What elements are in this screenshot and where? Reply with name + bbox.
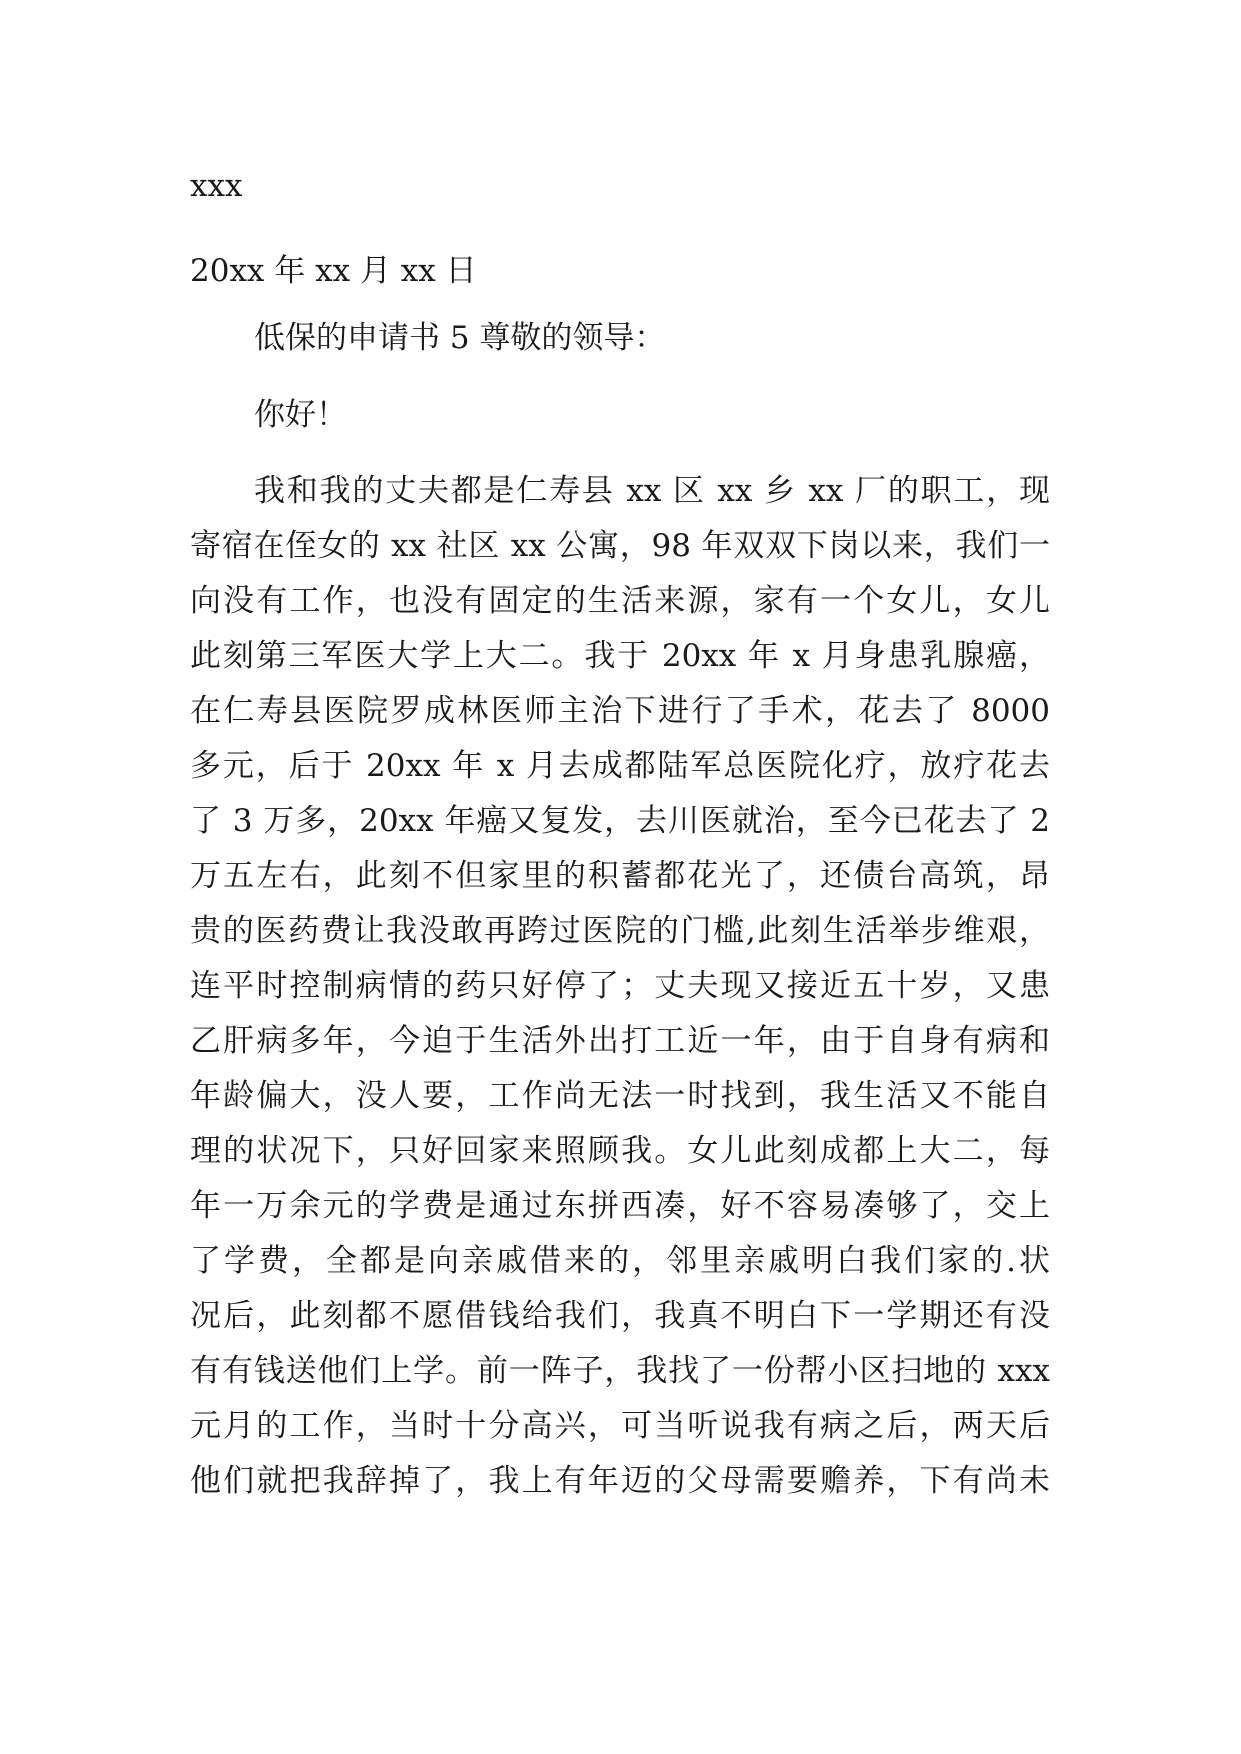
body-line: 连平时控制病情的药只好停了；丈夫现又接近五十岁，又患	[190, 968, 1050, 1004]
letter-subject: 低保的申请书 5 尊敬的领导：	[254, 320, 666, 356]
body-line: 况后，此刻都不愿借钱给我们，我真不明白下一学期还有没	[190, 1298, 1050, 1334]
body-line: 元月的工作，当时十分高兴，可当听说我有病之后，两天后	[190, 1408, 1050, 1444]
body-line: 万五左右，此刻不但家里的积蓄都花光了，还债台高筑，昂	[190, 858, 1050, 894]
body-line: 我和我的丈夫都是仁寿县 xx 区 xx 乡 xx 厂的职工，现	[254, 473, 1050, 509]
body-line: 年一万余元的学费是通过东拼西凑，好不容易凑够了，交上	[190, 1188, 1050, 1224]
letter-date: 20xx 年 xx 月 xx 日	[190, 253, 477, 289]
body-line: 贵的医药费让我没敢再跨过医院的门槛,此刻生活举步维艰，	[190, 913, 1050, 949]
body-line: 寄宿在侄女的 xx 社区 xx 公寓，98 年双双下岗以来，我们一	[190, 528, 1050, 564]
body-line: 多元，后于 20xx 年 x 月去成都陆军总医院化疗，放疗花去	[190, 748, 1050, 784]
body-line: 他们就把我辞掉了，我上有年迈的父母需要赡养，下有尚未	[190, 1463, 1050, 1499]
body-line: 在仁寿县医院罗成林医师主治下进行了手术，花去了 8000	[190, 693, 1050, 729]
body-line: 了学费，全都是向亲戚借来的，邻里亲戚明白我们家的.状	[190, 1243, 1050, 1279]
body-line: 了 3 万多，20xx 年癌又复发，去川医就治，至今已花去了 2	[190, 803, 1050, 839]
body-line: 有有钱送他们上学。前一阵子，我找了一份帮小区扫地的 xxx	[190, 1353, 1050, 1389]
body-line: 向没有工作，也没有固定的生活来源，家有一个女儿，女儿	[190, 583, 1050, 619]
signature-name: xxx	[190, 168, 243, 204]
body-line: 年龄偏大，没人要，工作尚无法一时找到，我生活又不能自	[190, 1078, 1050, 1114]
body-line: 理的状况下，只好回家来照顾我。女儿此刻成都上大二，每	[190, 1133, 1050, 1169]
body-line: 乙肝病多年，今迫于生活外出打工近一年，由于自身有病和	[190, 1023, 1050, 1059]
letter-greeting: 你好！	[254, 397, 347, 433]
body-line: 此刻第三军医大学上大二。我于 20xx 年 x 月身患乳腺癌，	[190, 638, 1050, 674]
